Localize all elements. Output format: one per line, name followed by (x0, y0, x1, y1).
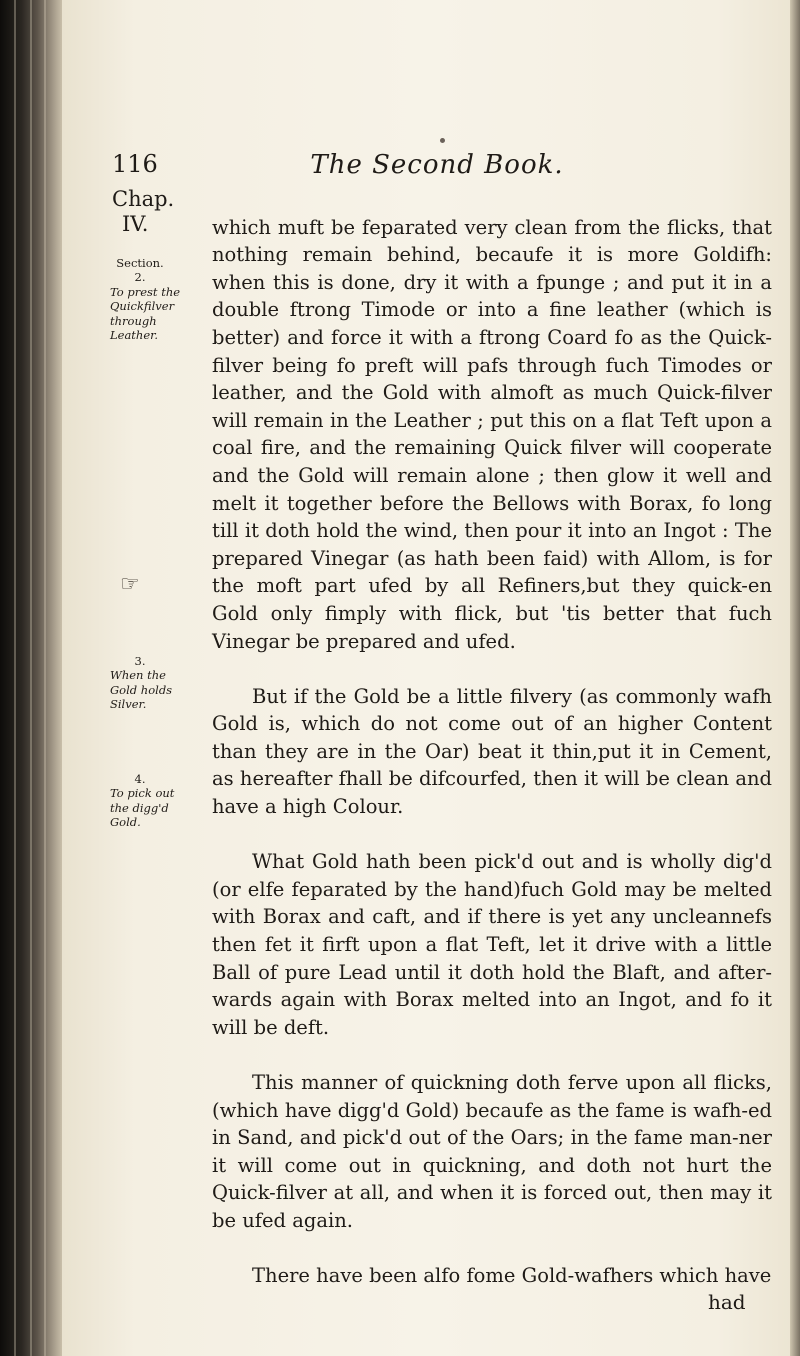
page-edge (790, 0, 800, 1356)
page-header (112, 150, 762, 190)
chapter-number: IV. (122, 212, 149, 237)
book-page (62, 0, 790, 1356)
chapter-label (112, 187, 174, 237)
ink-dot (440, 138, 445, 143)
margin-note-text: To pick out the digg'd Gold. (110, 786, 175, 830)
pointing-hand-icon: ☞ (120, 572, 140, 597)
chapter-word: Chap. (112, 187, 175, 211)
book-binding (0, 0, 62, 1356)
margin-note-number: Section. 2. (116, 256, 164, 285)
page-number: 116 (112, 150, 158, 178)
paragraph: There have been alfo fome Gold-wafhers which have (252, 1264, 772, 1288)
paragraph: which muft be feparated very clean from the flicks, that nothing remain behind, becaufe it is more Goldifh: when this is done, dry it with a fpunge ; and put it in a double ftrong Timode or into a fine leather (which is better) and force it with a ftrong Coard fo as the Quick-filver being fo preft will pafs through fuch Timodes or leather, and the Gold with almoft as much Quick-filver will remain in the Leather ; put this on a flat Teft upon a coal fire, and the remaining Quick filver will cooperate and the Gold will remain alone ; then glow it well and melt it together before the Bellows with Borax, fo long till it doth hold the wind, then pour it into an Ingot : The prepared Vinegar (as hath been faid) with Allom, is for the moft part ufed by all Refiners,but they quick-en Gold only fimply with flick, but 'tis better that fuch Vinegar be prepared and ufed. (212, 215, 772, 653)
margin-note-2 (110, 256, 188, 342)
paragraph: But if the Gold be a little filvery (as commonly wafh Gold is, which do not come out of an higher Content than they are in the Oar) beat it thin,put it in Cement, as hereafter fhall be difcourfed, then it will be clean and have a high Colour. (212, 684, 772, 819)
margin-note-text: When the Gold holds Silver. (110, 668, 173, 712)
margin-note-text: To prest the Quickfilver through Leather. (110, 284, 181, 342)
catchword: had (708, 1290, 746, 1314)
margin-note-3 (110, 654, 188, 712)
margin-note-4 (110, 772, 188, 830)
paragraph: This manner of quickning doth ferve upon all flicks, (which have digg'd Gold) becaufe as the fame is wafh-ed in Sand, and pick'd out of the Oars; in the fame man-ner it will come out in quickning, and doth not hurt the Quick-filver at all, and when it is forced out, then may it be ufed again. (212, 1071, 772, 1232)
running-title: The Second Book. (310, 150, 564, 180)
paragraph: What Gold hath been pick'd out and is wholly dig'd (or elfe feparated by the hand)fuch Gold may be melted with Borax and caft, and if there is yet any uncleannefs then fet it firft upon a flat Teft, let it drive with a little Ball of pure Lead until it doth hold the Blaft, and after-wards again with Borax melted into an Ingot, and fo it will be deft. (212, 850, 772, 1039)
margin-note-number: 3. (134, 654, 146, 668)
margin-note-number: 4. (134, 772, 146, 786)
body-text (212, 186, 772, 1317)
